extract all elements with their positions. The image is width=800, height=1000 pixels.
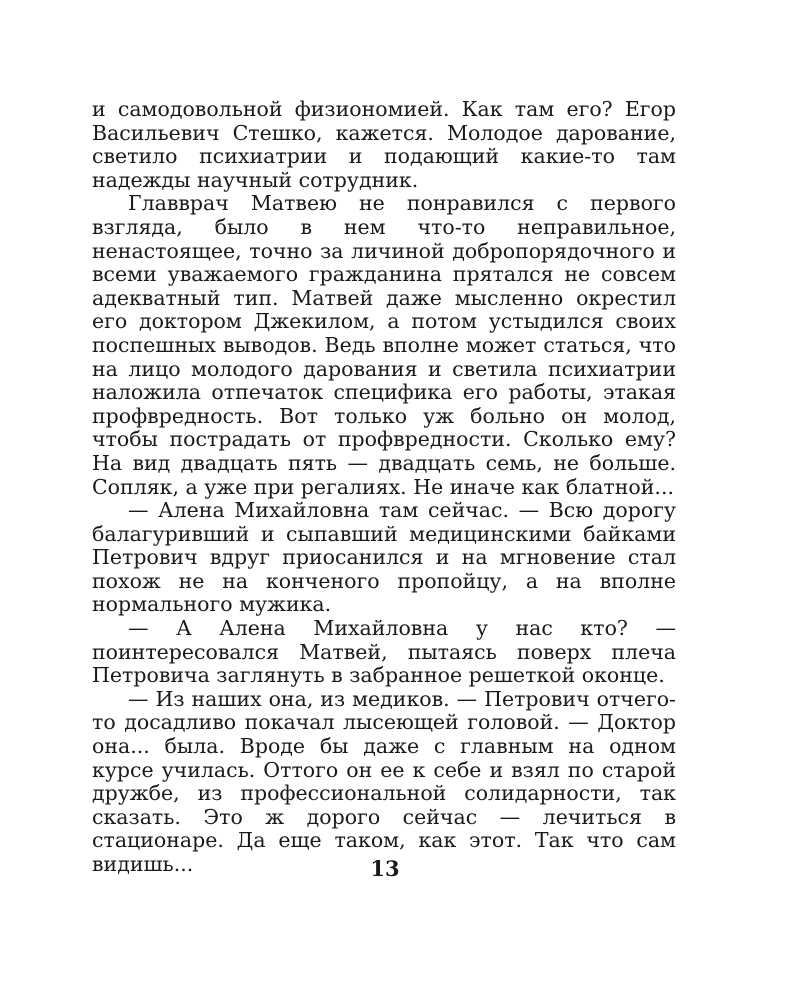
page-number: 13	[370, 856, 400, 881]
paragraph-5: — Из наших она, из медиков. — Петрович отчего-то досадливо покачал лысеющей головой. — Доктор она... была. Вроде бы даже с главным на одном курсе училась. Оттого он ее к себе и взял по старой дружбе, из профессиональной солидарности, так сказать. Это ж дорого сейчас — лечиться в стационаре. Да еще таком, как этот. Так что сам видишь...	[92, 686, 676, 876]
book-page-text	[92, 98, 676, 877]
paragraph-1: и самодовольной физиономией. Как там его? Егор Васильевич Стешко, кажется. Молодое дарование, светило психиатрии и подающий какие-то там надежды научный сотрудник.	[92, 97, 676, 192]
paragraph-4: — А Алена Михайловна у нас кто? — поинтересовался Матвей, пытаясь поверх плеча Петровича заглянуть в забранное решеткой оконце.	[92, 616, 676, 688]
paragraph-3: — Алена Михайловна там сейчас. — Всю дорогу балагуривший и сыпавший медицинскими байками Петрович вдруг приосанился и на мгновение стал похож не на конченого пропойцу, а на вполне нормального мужика.	[92, 498, 676, 617]
paragraph-2: Главврач Матвею не понравился с первого взгляда, было в нем что-то неправильное, ненастоящее, точно за личиной добропорядочного и всеми уважаемого гражданина прятался не совсем адекватный тип. Матвей даже мысленно окрестил его доктором Джекилом, а потом устыдился своих поспешных выводов. Ведь вполне может статься, что на лицо молодого дарования и светила психиатрии наложила отпечаток специфика его работы, этакая профвредность. Вот только уж больно он молод, чтобы пострадать от профвредности. Сколько ему? На вид двадцать пять — двадцать семь, не больше. Сопляк, а уже при регалиях. Не иначе как блатной...	[92, 191, 676, 499]
